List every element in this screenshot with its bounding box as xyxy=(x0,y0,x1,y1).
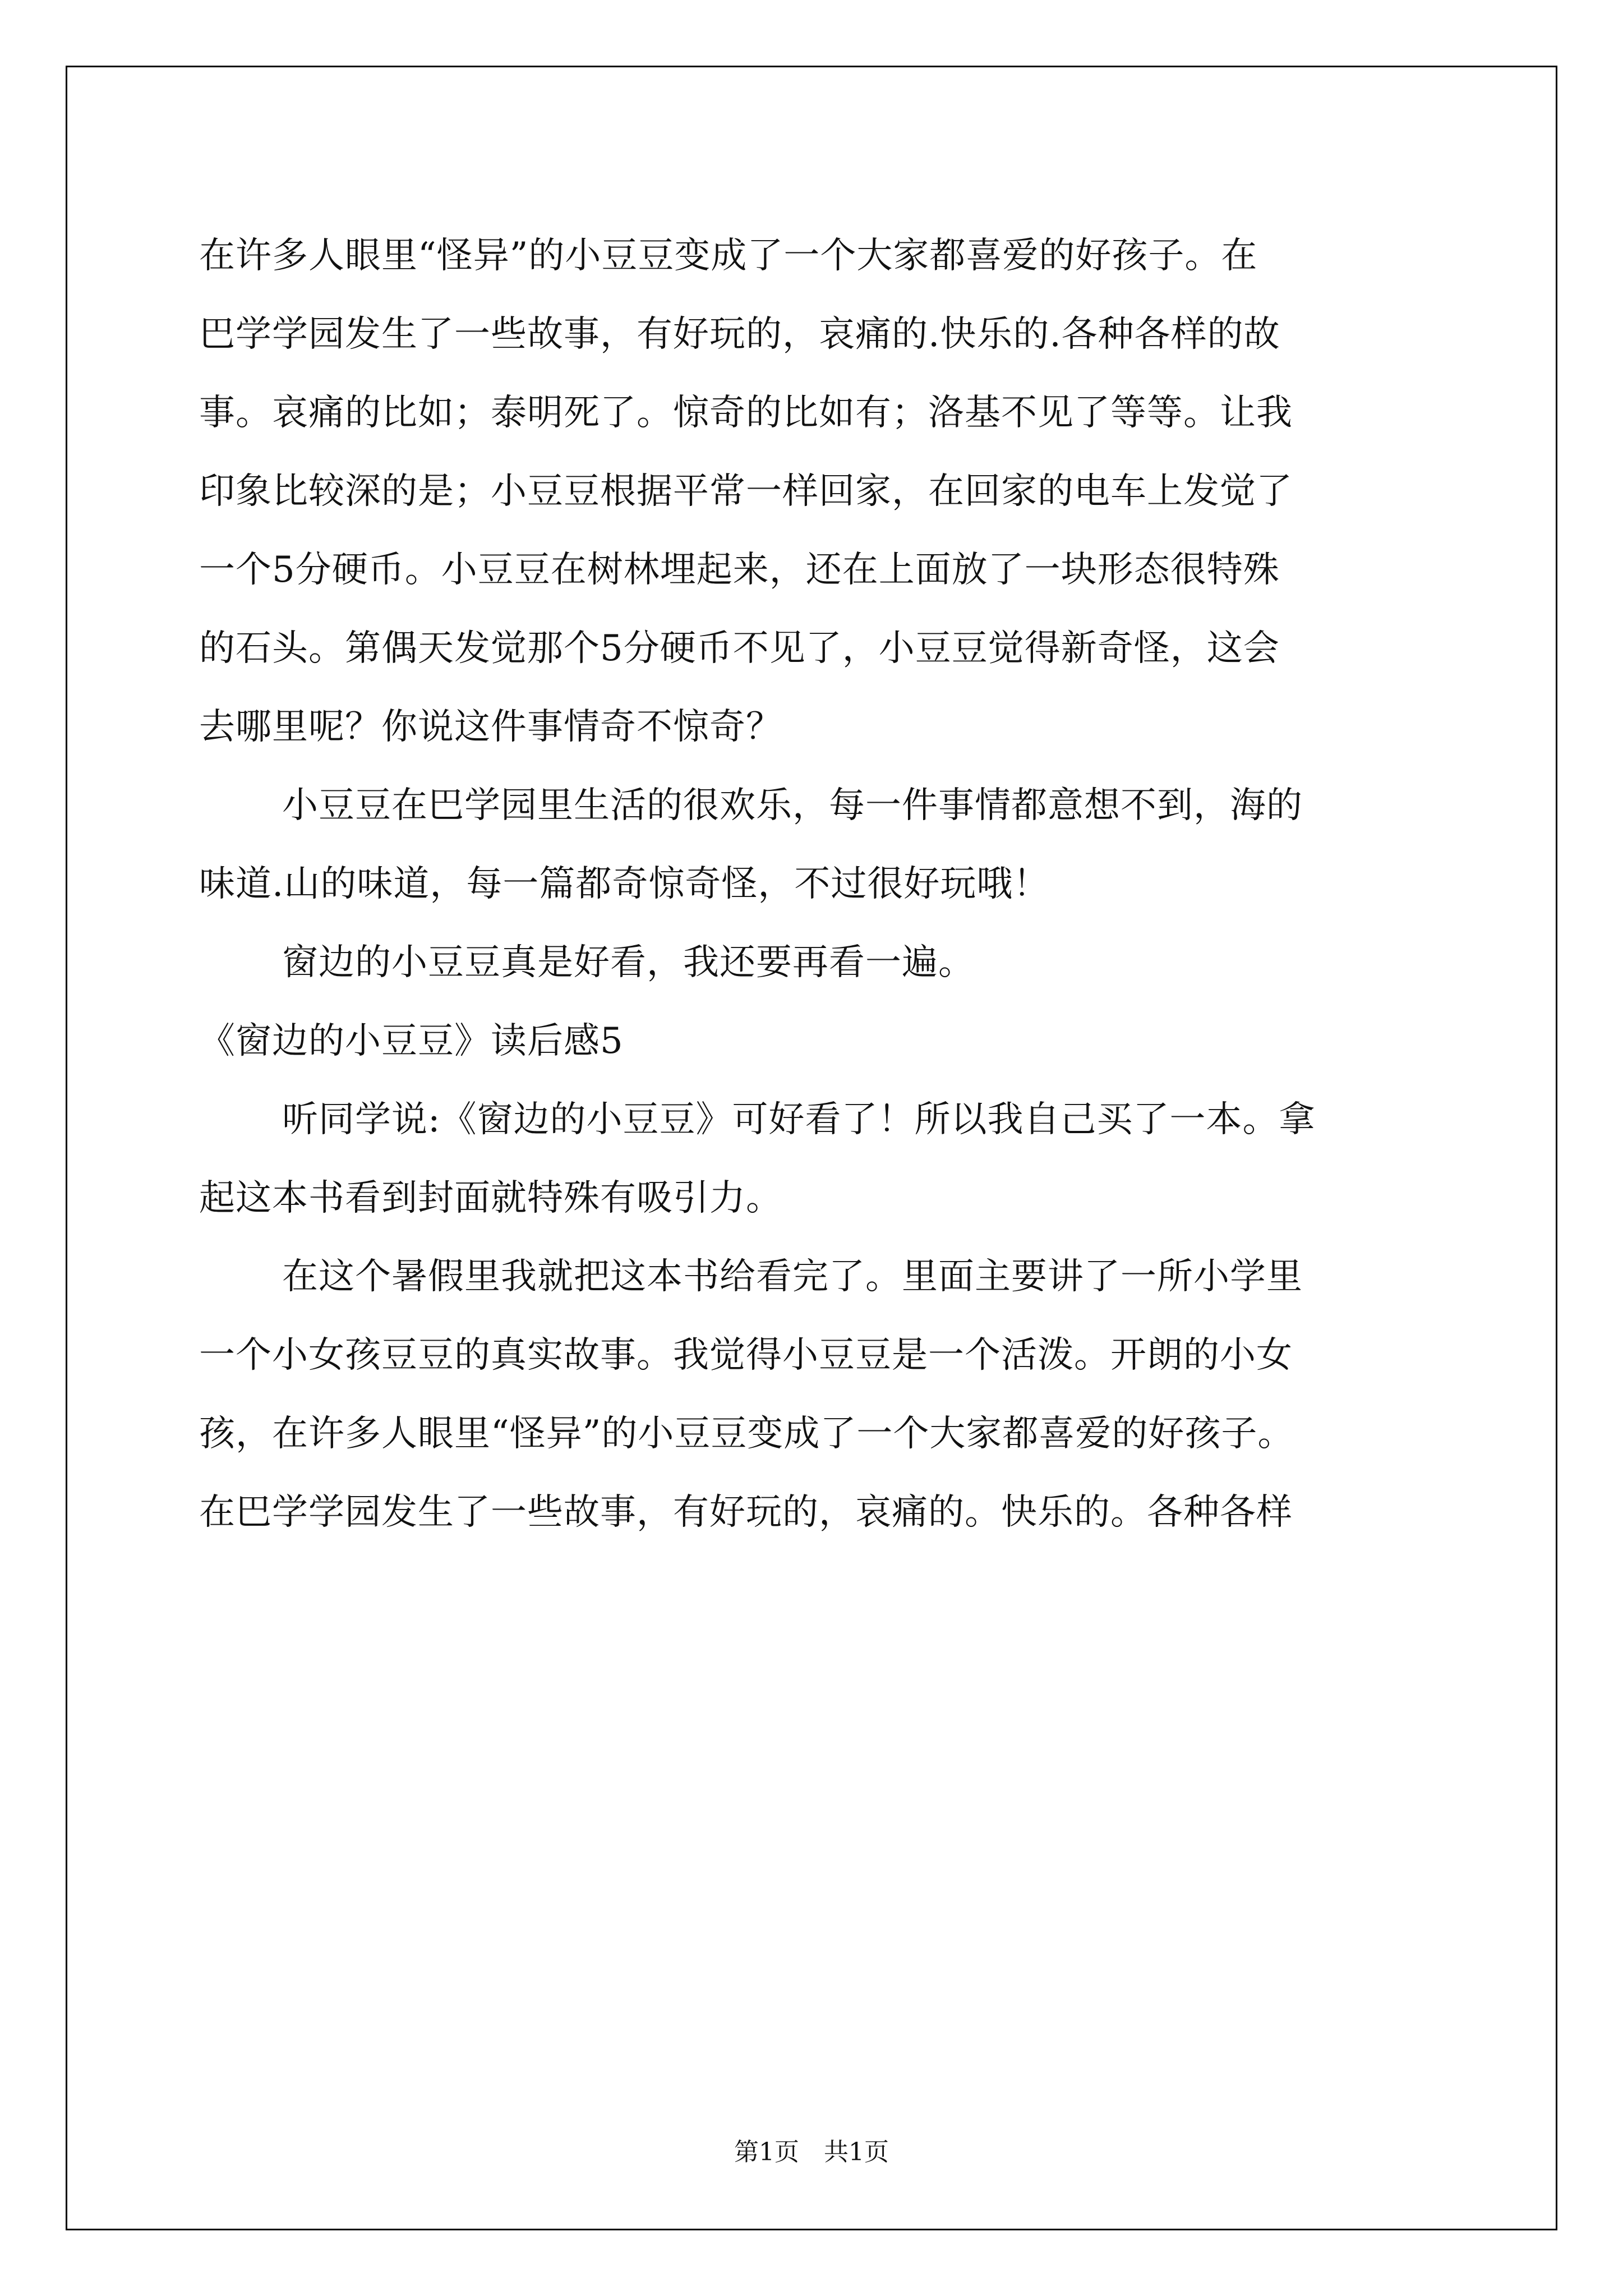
text-line: 在巴学学园发生了一些故事，有好玩的，哀痛的。快乐的。各种各样 xyxy=(199,1492,1293,1533)
text-line: 起这本书看到封面就特殊有吸引力。 xyxy=(199,1177,782,1219)
text-line: 孩，在许多人眼里“怪异”的小豆豆变成了一个大家都喜爱的好孩子。 xyxy=(199,1413,1294,1455)
text-line: 巴学学园发生了一些故事，有好玩的，哀痛的.快乐的.各种各样的故 xyxy=(199,314,1280,355)
text-line: 一个小女孩豆豆的真实故事。我觉得小豆豆是一个活泼。开朗的小女 xyxy=(199,1335,1293,1376)
text-line: 小豆豆在巴学园里生活的很欢乐，每一件事情都意想不到，海的 xyxy=(282,785,1303,826)
page-number: 第1页 共1页 xyxy=(734,2138,889,2166)
text-line: 窗边的小豆豆真是好看，我还要再看一遍。 xyxy=(282,942,975,983)
text-line: 一个5分硬币。小豆豆在树林埋起来，还在上面放了一块形态很特殊 xyxy=(199,549,1280,591)
text-line: 事。哀痛的比如；泰明死了。惊奇的比如有；洛基不见了等等。让我 xyxy=(199,392,1293,434)
document-body xyxy=(199,217,1433,1552)
section-heading: 《窗边的小豆豆》读后感5 xyxy=(199,1020,624,1062)
text-line: 的石头。第偶天发觉那个5分硬币不见了，小豆豆觉得新奇怪，这会 xyxy=(199,628,1280,669)
text-line: 在这个暑假里我就把这本书给看完了。里面主要讲了一所小学里 xyxy=(282,1256,1303,1297)
text-line: 在许多人眼里“怪异”的小豆豆变成了一个大家都喜爱的好孩子。在 xyxy=(199,235,1258,277)
text-line: 听同学说:《窗边的小豆豆》可好看了！所以我自己买了一本。拿 xyxy=(282,1099,1316,1140)
text-line: 印象比较深的是；小豆豆根据平常一样回家，在回家的电车上发觉了 xyxy=(199,471,1293,512)
text-line: 去哪里呢？你说这件事情奇不惊奇？ xyxy=(199,706,782,748)
text-line: 味道.山的味道，每一篇都奇惊奇怪，不过很好玩哦！ xyxy=(199,863,1050,905)
